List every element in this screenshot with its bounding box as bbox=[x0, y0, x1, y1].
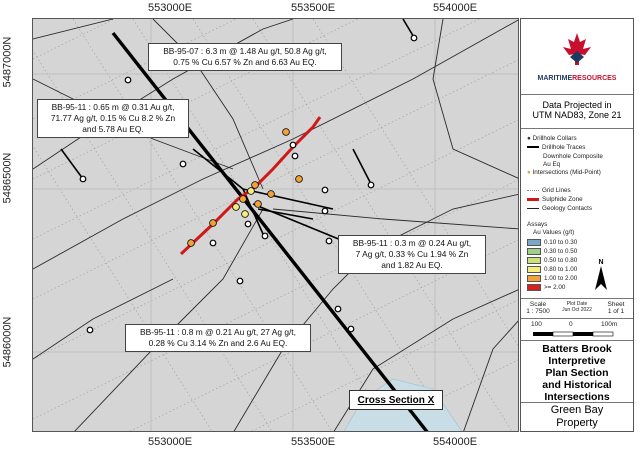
drillhole-collars bbox=[80, 35, 417, 333]
y-tick-label-5486500: 5486500N bbox=[1, 152, 14, 204]
scalebar-label-mid: 0 bbox=[569, 321, 573, 328]
map-drawing bbox=[33, 19, 519, 432]
legend-aueq: Au Eq bbox=[543, 161, 561, 168]
callout-line: 0.75 % Cu 6.57 % Zn and 6.63 Au EQ. bbox=[173, 57, 317, 67]
legend-range-label: 0.30 to 0.50 bbox=[544, 248, 578, 256]
cross-section-trace bbox=[113, 33, 428, 432]
projection-line: Data Projected in bbox=[542, 100, 612, 110]
y-tick-label-5487000: 5487000N bbox=[1, 36, 14, 88]
utm-grid bbox=[33, 19, 519, 432]
scalebar-label-left: 100 bbox=[531, 321, 542, 328]
plot-date-value: Jun Oct 2022 bbox=[562, 307, 592, 313]
legend-grid bbox=[527, 187, 571, 194]
x-tick-label-553500: 553500E bbox=[291, 2, 336, 14]
legend-assays-title: Assays bbox=[527, 221, 548, 228]
legend-sulphide-label: Sulphide Zone bbox=[542, 196, 583, 203]
title-line: Batters Brook bbox=[542, 343, 612, 355]
plot-date-label: Plot Date bbox=[566, 301, 588, 307]
callout-bb-95-11-c bbox=[125, 324, 311, 352]
callout-bb-95-07 bbox=[148, 43, 342, 71]
callout-line: BB-95-11 : 0.65 m @ 0.31 Au g/t, bbox=[51, 102, 175, 112]
callout-line: and 1.82 Au EQ. bbox=[381, 260, 443, 270]
legend-collars: ● Drillhole Collars bbox=[527, 135, 577, 142]
legend-box bbox=[521, 129, 633, 299]
legend-range-4 bbox=[527, 275, 577, 282]
north-arrow bbox=[593, 259, 609, 297]
north-label: N bbox=[598, 259, 604, 266]
projection-box bbox=[521, 95, 633, 129]
project-box bbox=[521, 403, 633, 431]
legend-range-2 bbox=[527, 257, 577, 264]
x-tick-label-553500-bottom: 553500E bbox=[291, 436, 336, 448]
map-legend-panel bbox=[520, 18, 634, 432]
scale-cell bbox=[523, 301, 553, 315]
projection-line: UTM NAD83, Zone 21 bbox=[532, 110, 622, 120]
sheet-value: 1 of 1 bbox=[607, 308, 625, 315]
scalebar-label-right: 100m bbox=[601, 321, 618, 328]
title-line: and Historical bbox=[542, 379, 612, 391]
logo-box bbox=[521, 19, 633, 95]
x-tick-label-553000-bottom: 553000E bbox=[148, 436, 193, 448]
project-line: Green Bay bbox=[550, 404, 604, 416]
title-line: Interpretive bbox=[548, 355, 606, 367]
cross-section-label: Cross Section X bbox=[349, 390, 443, 410]
callout-bb-95-11-a bbox=[37, 99, 189, 138]
north-arrow-icon bbox=[593, 266, 609, 292]
scalebar-graphic bbox=[521, 331, 633, 339]
legend-range-label: >= 2.00 bbox=[544, 284, 566, 292]
x-tick-label-554000-bottom: 554000E bbox=[433, 436, 478, 448]
title-line: Intersections bbox=[544, 391, 610, 403]
legend-collars-label: Drillhole Collars bbox=[532, 135, 577, 142]
title-line: Plan Section bbox=[545, 367, 609, 379]
legend-sulphide bbox=[527, 196, 583, 203]
logo-text-resources: RESOURCES bbox=[572, 75, 617, 82]
callout-line: 7 Ag g/t, 0.33 % Cu 1.94 % Zn bbox=[355, 249, 469, 259]
title-box bbox=[521, 341, 633, 403]
scalebar-box bbox=[521, 319, 633, 341]
y-tick-label-5486000: 5486000N bbox=[1, 316, 14, 368]
legend-intersections: ● Intersections (Mid-Point) bbox=[527, 169, 601, 176]
legend-range-label: 1.00 to 2.00 bbox=[544, 275, 578, 283]
callout-line: BB-95-11 : 0.3 m @ 0.24 Au g/t, bbox=[352, 238, 472, 248]
legend-geology-label: Geology Contacts bbox=[542, 205, 593, 212]
legend-geology bbox=[527, 205, 592, 212]
legend-traces-label: Drillhole Traces bbox=[542, 144, 586, 151]
map-canvas[interactable] bbox=[32, 18, 519, 432]
callout-line: 71.77 Ag g/t, 0.15 % Cu 8.2 % Zn bbox=[50, 113, 176, 123]
logo-text bbox=[521, 75, 633, 82]
legend-range-0 bbox=[527, 239, 577, 246]
scale-label: Scale bbox=[529, 301, 547, 308]
legend-range-label: 0.50 to 0.80 bbox=[544, 257, 578, 265]
scale-value: 1 : 7500 bbox=[526, 308, 550, 315]
legend-composite: Downhole Composite bbox=[543, 153, 603, 160]
sulphide-zone bbox=[181, 117, 320, 254]
maple-leaf-icon bbox=[521, 29, 633, 73]
callout-line: BB-95-07 : 6.3 m @ 1.48 Au g/t, 50.8 Ag g/t, bbox=[163, 46, 327, 56]
callout-bb-95-11-b bbox=[338, 235, 486, 274]
project-line: Property bbox=[556, 417, 598, 429]
legend-range-label: 0.80 to 1.00 bbox=[544, 266, 578, 274]
grid-lines bbox=[33, 19, 519, 432]
legend-grid-label: Grid Lines bbox=[542, 187, 571, 194]
x-tick-label-554000: 554000E bbox=[433, 2, 478, 14]
callout-line: 0.28 % Cu 3.14 % Zn and 2.6 Au EQ. bbox=[148, 338, 288, 348]
sheet-cell bbox=[601, 301, 631, 315]
x-tick-label-553000: 553000E bbox=[148, 2, 193, 14]
legend-range-label: 0.10 to 0.30 bbox=[544, 239, 578, 247]
legend-range-3 bbox=[527, 266, 577, 273]
logo-text-maritime: MARITIME bbox=[537, 75, 573, 82]
plot-date-cell bbox=[557, 301, 597, 313]
legend-range-1 bbox=[527, 248, 577, 255]
callout-line: and 5.78 Au EQ. bbox=[82, 124, 144, 134]
legend-traces bbox=[527, 144, 585, 151]
legend-intersections-label: Intersections (Mid-Point) bbox=[532, 169, 601, 176]
legend-assays-sub: Au Values (g/t) bbox=[533, 229, 575, 236]
callout-line: BB-95-11 : 0.8 m @ 0.21 Au g/t, 27 Ag g/t, bbox=[140, 327, 296, 337]
legend-range-5 bbox=[527, 284, 565, 291]
sheet-label: Sheet bbox=[607, 301, 625, 308]
geology-contacts bbox=[33, 19, 519, 432]
info-box bbox=[521, 299, 633, 319]
